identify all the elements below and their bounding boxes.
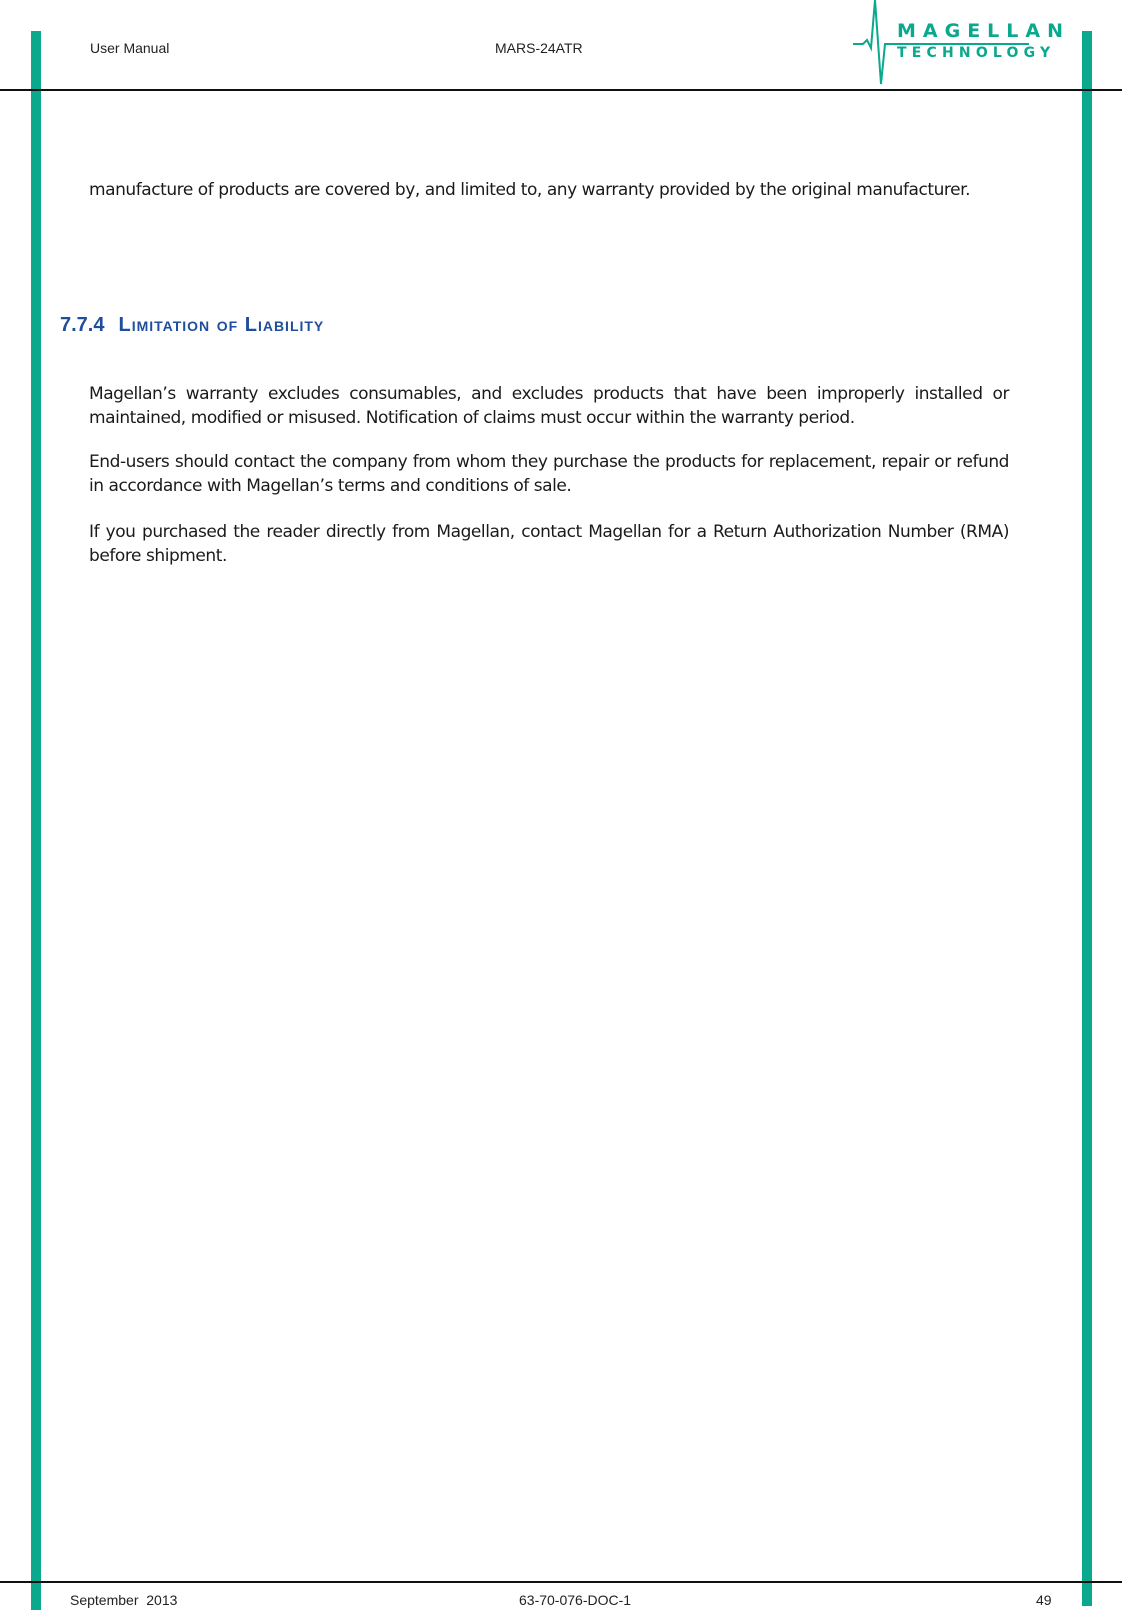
footer-rule [0, 1581, 1122, 1583]
continued-paragraph: manufacture of products are covered by, and limited to, any warranty provided by the original manufacturer. [89, 180, 971, 200]
section-title: Limitation of Liability [118, 314, 325, 336]
footer-page-number: 49 [1036, 1592, 1052, 1608]
header-document-type: User Manual [90, 40, 170, 56]
paragraph: Magellan’s warranty excludes consumables, and excludes products that have been improperly installed or maintained, modified or misused. Notification of claims must occur within the warranty period. [89, 384, 1009, 428]
section-number: 7.7.4 [60, 314, 105, 336]
footer-date: September 2013 [70, 1592, 178, 1608]
right-accent-bar [1082, 31, 1092, 1606]
logo-wordmark-bottom: TECHNOLOGY [897, 45, 1056, 61]
magellan-logo [853, 0, 1071, 88]
header-rule [0, 89, 1122, 91]
left-accent-bar [31, 31, 41, 1610]
logo-wordmark-top: MAGELLAN [897, 20, 1071, 42]
paragraph: End-users should contact the company from whom they purchase the products for replacement, repair or refund in accordance with Magellan’s terms and conditions of sale. [89, 452, 1009, 496]
footer-doc-number: 63-70-076-DOC-1 [519, 1592, 632, 1608]
section-heading [60, 314, 324, 337]
header-product-name: MARS-24ATR [495, 40, 583, 56]
paragraph: If you purchased the reader directly from Magellan, contact Magellan for a Return Authorization Number (RMA) before shipment. [89, 522, 1009, 566]
